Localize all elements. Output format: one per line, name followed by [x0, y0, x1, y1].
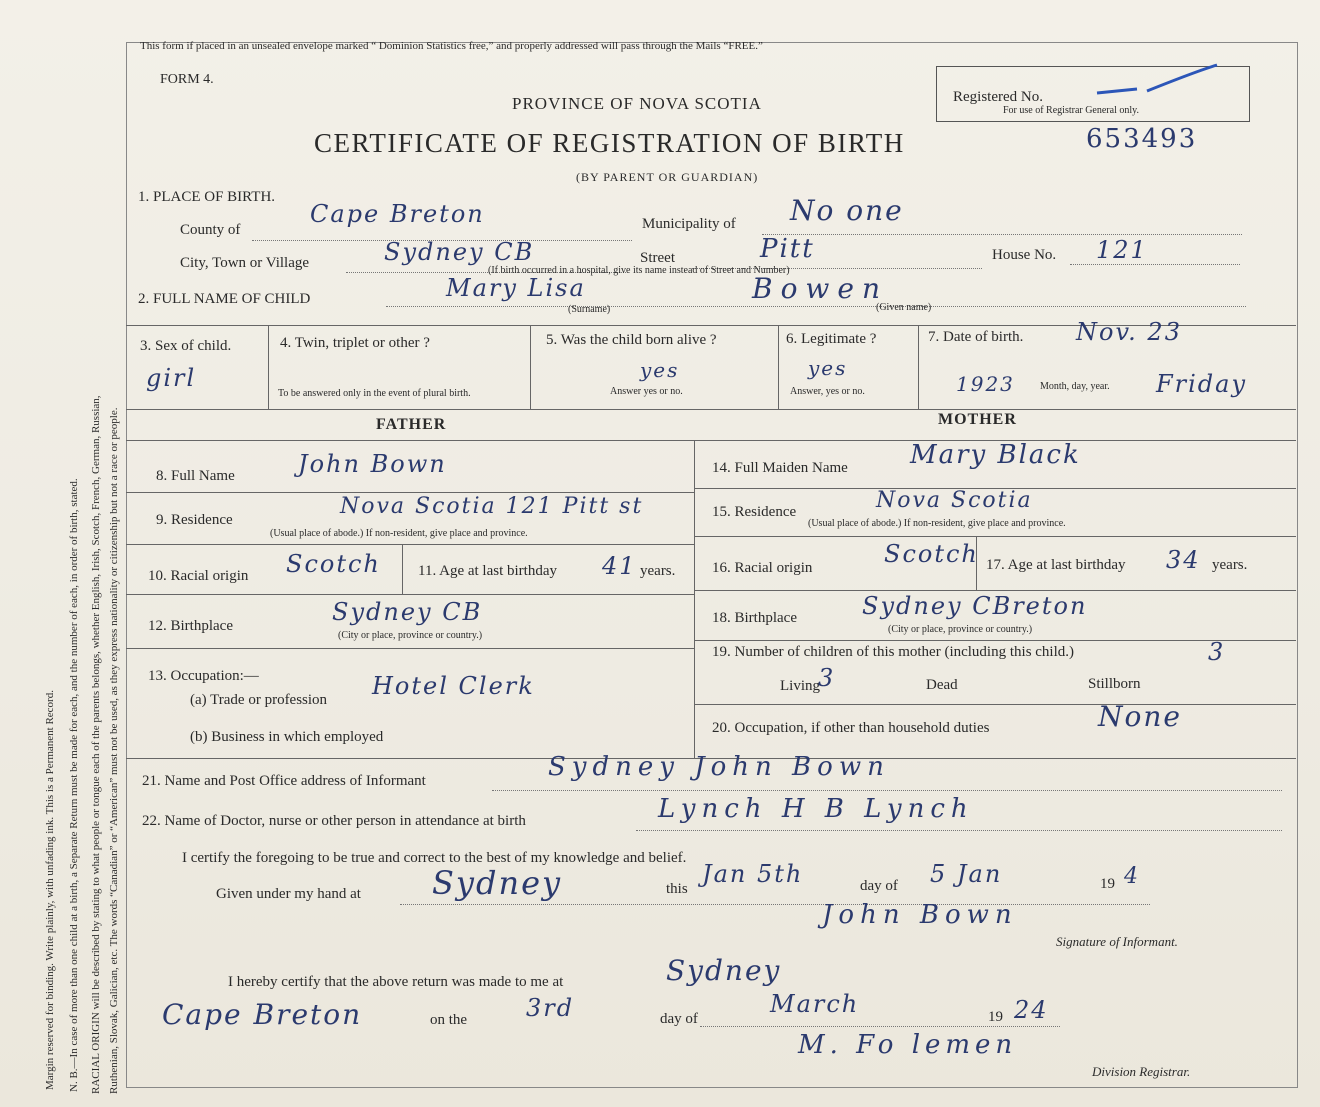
- house-no-value: 121: [1096, 236, 1148, 264]
- living-label: Living: [780, 678, 820, 694]
- father-birthplace-value: Sydney CB: [332, 598, 483, 626]
- informant-label: 21. Name and Post Office address of Informant: [142, 773, 426, 789]
- child-given-name: Mary Lisa: [446, 274, 586, 302]
- signature-informant-label: Signature of Informant.: [1056, 934, 1178, 949]
- registration-number: 653493: [1086, 124, 1198, 154]
- father-abode-note: (Usual place of abode.) If non-resident, give place and province.: [270, 528, 528, 539]
- child-surname: Bowen: [752, 272, 889, 305]
- mother-maiden-value: Mary Black: [910, 440, 1081, 470]
- occupation-label: 13. Occupation:—: [148, 668, 259, 684]
- blue-pen-mark: [1077, 63, 1227, 113]
- mother-abode-note: (Usual place of abode.) If non-resident, give place and province.: [808, 518, 1066, 529]
- doctor-label: 22. Name of Doctor, nurse or other person in attendance at birth: [142, 813, 526, 829]
- informant-signature: John Bown: [822, 900, 1018, 930]
- county-label: County of: [180, 222, 241, 238]
- margin-note: Margin reserved for binding. Write plainly, with unfading ink. This is a Permanent Record.: [44, 690, 56, 1090]
- racial-origin-note-1: RACIAL ORIGIN will be described by stating to what people or tongue each of the parents belongs, whether English, Irish, Scotch, French, German, Russian,: [90, 395, 102, 1094]
- mother-occupation-value: None: [1098, 700, 1182, 733]
- father-birthplace-label: 12. Birthplace: [148, 618, 233, 634]
- division-registrar-label: Division Registrar.: [1092, 1064, 1191, 1079]
- full-name-child-label: 2. FULL NAME OF CHILD: [138, 291, 311, 307]
- certify-statement: I certify the foregoing to be true and correct to the best of my knowledge and belief.: [182, 850, 687, 866]
- informant-value: Sydney John Bown: [548, 752, 890, 782]
- day-of-label-2: day of: [660, 1011, 698, 1027]
- mother-years-label: years.: [1212, 557, 1248, 573]
- given-under-label: Given under my hand at: [216, 886, 361, 902]
- mail-note: This form if placed in an unsealed envelope marked “ Dominion Statistics free,” and properly addressed will pass through the Mails “FREE.”: [140, 40, 763, 52]
- children-count-label: 19. Number of children of this mother (including this child.): [712, 644, 1075, 660]
- mother-residence-label: 15. Residence: [712, 504, 797, 520]
- father-age-value: 41: [602, 552, 637, 580]
- registered-no-box: [936, 66, 1250, 122]
- registrar-signature: M. Fo lemen: [798, 1030, 1018, 1060]
- father-years-label: years.: [640, 563, 676, 579]
- living-value: 3: [818, 664, 836, 692]
- sex-label: 3. Sex of child.: [140, 338, 232, 354]
- mother-racial-label: 16. Racial origin: [712, 560, 813, 576]
- form-number: FORM 4.: [160, 72, 214, 87]
- street-label: Street: [640, 250, 675, 266]
- registrar-place-value: Cape Breton: [162, 998, 363, 1031]
- province-title: PROVINCE OF NOVA SCOTIA: [512, 94, 762, 113]
- registered-no-label: Registered No.: [953, 89, 1043, 105]
- municipality-label: Municipality of: [642, 216, 736, 232]
- father-racial-value: Scotch: [286, 550, 381, 578]
- place-of-birth-label: 1. PLACE OF BIRTH.: [138, 189, 276, 205]
- mother-birthplace-value: Sydney CBreton: [862, 592, 1088, 620]
- father-racial-label: 10. Racial origin: [148, 568, 249, 584]
- children-count-value: 3: [1208, 638, 1226, 666]
- day-of-label: day of: [860, 878, 898, 894]
- racial-origin-note-2: Ruthenian, Slovak, Galician, etc. The words “Canadian” or “American” must not be used, as they express nationality or citizenship but not a race or people.: [108, 407, 120, 1094]
- mother-residence-value: Nova Scotia: [876, 488, 1033, 513]
- dob-year: 1923: [956, 372, 1015, 396]
- year-prefix-2: 19: [988, 1009, 1003, 1025]
- certificate-subtitle: (BY PARENT OR GUARDIAN): [576, 170, 759, 184]
- mother-maiden-label: 14. Full Maiden Name: [712, 460, 848, 476]
- given-year-value: 4: [1124, 864, 1140, 889]
- given-day-value: Jan 5th: [702, 860, 804, 888]
- mother-city-note: (City or place, province or country.): [888, 624, 1033, 635]
- registrar-month-value: March: [770, 990, 860, 1018]
- hospital-note: (If birth occurred in a hospital, give its name instead of Street and Number): [488, 265, 790, 276]
- dob-label: 7. Date of birth.: [928, 329, 1024, 345]
- father-city-note: (City or place, province or country.): [338, 630, 483, 641]
- father-name-value: John Bown: [298, 450, 447, 478]
- dob-day: Friday: [1156, 370, 1248, 398]
- born-alive-note: Answer yes or no.: [610, 386, 683, 397]
- registrar-at-value: Sydney: [666, 954, 782, 987]
- nb-note: N. B.—In case of more than one child at a birth, a Separate Return must be made for each, and the number of each, in order of birth, stated.: [68, 478, 80, 1092]
- city-value: Sydney CB: [384, 238, 535, 266]
- born-alive-value: yes: [640, 358, 680, 382]
- municipality-value: No one: [790, 194, 904, 227]
- registrar-day-value: 3rd: [526, 994, 575, 1022]
- father-age-label: 11. Age at last birthday: [418, 563, 557, 579]
- dob-value: Nov. 23: [1076, 318, 1182, 346]
- mother-age-value: 34: [1166, 546, 1201, 574]
- this-label: this: [666, 881, 688, 897]
- month-day-year-note: Month, day, year.: [1040, 381, 1110, 392]
- certificate-title: CERTIFICATE OF REGISTRATION OF BIRTH: [314, 128, 905, 158]
- legitimate-value: yes: [808, 356, 848, 380]
- registrar-year-value: 24: [1014, 996, 1049, 1024]
- street-value: Pitt: [760, 234, 815, 264]
- mother-racial-value: Scotch: [884, 540, 979, 568]
- twin-label: 4. Twin, triplet or other ?: [280, 335, 430, 351]
- mother-age-label: 17. Age at last birthday: [986, 557, 1126, 573]
- county-value: Cape Breton: [310, 200, 485, 228]
- given-month-value: 5 Jan: [930, 860, 1003, 888]
- city-label: City, Town or Village: [180, 255, 310, 271]
- father-residence-label: 9. Residence: [156, 512, 233, 528]
- given-at-value: Sydney: [432, 864, 563, 902]
- father-name-label: 8. Full Name: [156, 468, 235, 484]
- sex-value: girl: [146, 364, 197, 392]
- business-label: (b) Business in which employed: [190, 729, 384, 745]
- doctor-value: Lynch H B Lynch: [658, 794, 974, 824]
- trade-label: (a) Trade or profession: [190, 692, 328, 708]
- legitimate-label: 6. Legitimate ?: [786, 331, 877, 347]
- father-header: FATHER: [376, 416, 447, 433]
- stillborn-label: Stillborn: [1088, 676, 1141, 692]
- mother-birthplace-label: 18. Birthplace: [712, 610, 797, 626]
- father-residence-value: Nova Scotia 121 Pitt st: [340, 494, 644, 519]
- given-name-note: (Given name): [876, 302, 932, 313]
- father-trade-value: Hotel Clerk: [372, 672, 535, 700]
- year-prefix: 19: [1100, 876, 1115, 892]
- mother-header: MOTHER: [938, 411, 1017, 428]
- house-no-label: House No.: [992, 247, 1057, 263]
- twin-note: To be answered only in the event of plural birth.: [278, 388, 471, 399]
- mother-occupation-label: 20. Occupation, if other than household duties: [712, 720, 990, 736]
- registrar-use-note: For use of Registrar General only.: [1003, 105, 1139, 116]
- dead-label: Dead: [926, 677, 958, 693]
- legitimate-note: Answer, yes or no.: [790, 386, 865, 397]
- surname-note: (Surname): [568, 304, 611, 315]
- on-the-label: on the: [430, 1012, 468, 1028]
- born-alive-label: 5. Was the child born alive ?: [546, 332, 717, 348]
- registrar-certify-label: I hereby certify that the above return was made to me at: [228, 974, 564, 990]
